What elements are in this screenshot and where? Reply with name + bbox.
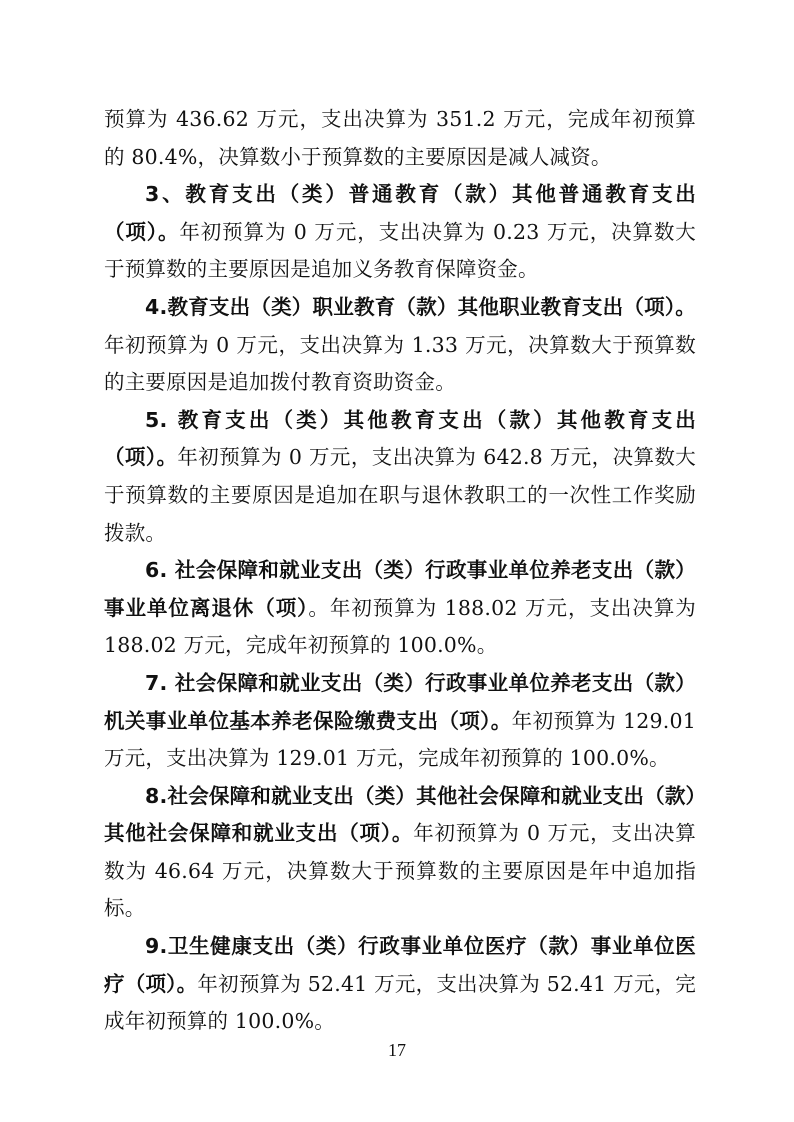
paragraph-6 <box>104 552 696 665</box>
paragraph-heading: 5. 教育支出（类）其他教育支出（款）其他教育支出（项）。 <box>104 407 696 470</box>
paragraph-body: 年初预算为 0 万元，支出决算为 0.23 万元，决算数大于预算数的主要原因是追加义务教育保障资金。 <box>104 219 696 282</box>
paragraph-body: 预算为 436.62 万元，支出决算为 351.2 万元，完成年初预算的 80.4%，决算数小于预算数的主要原因是减人减资。 <box>104 107 696 169</box>
paragraph-heading: 8.社会保障和就业支出（类）其他社会保障和就业支出（款）其他社会保障和就业支出（项）。 <box>104 783 696 846</box>
paragraph-body: 年初预算为 0 万元，支出决算数为 46.64 万元，决算数大于预算数的主要原因是年中追加指标。 <box>104 821 697 921</box>
paragraph-4 <box>104 289 696 402</box>
paragraph-heading: 9.卫生健康支出（类）行政事业单位医疗（款）事业单位医疗（项）。 <box>104 934 696 996</box>
paragraph-7 <box>104 665 696 778</box>
paragraph-body: 年初预算为 52.41 万元，支出决算为 52.41 万元，完成年初预算的 100.0%。 <box>104 971 697 1034</box>
paragraph-heading: 4.教育支出（类）职业教育（款）其他职业教育支出（项）。 <box>145 294 696 319</box>
paragraph-9 <box>104 928 696 1041</box>
page-number: 17 <box>388 1040 406 1060</box>
paragraph-body: 年初预算为 0 万元，支出决算为 642.8 万元，决算数大于预算数的主要原因是追加在职与退休教职工的一次性工作奖励拨款。 <box>104 445 696 545</box>
paragraph-body: 年初预算为 0 万元，支出决算为 1.33 万元，决算数大于预算数的主要原因是追加拨付教育资助资金。 <box>104 332 696 395</box>
paragraph-body: 。年初预算为 188.02 万元，支出决算为 188.02 万元，完成年初预算的 100.0%。 <box>104 595 696 658</box>
paragraph-2-continued <box>104 101 696 176</box>
paragraph-8 <box>104 778 696 928</box>
paragraph-body: 年初预算为 129.01 万元，支出决算为 129.01 万元，完成年初预算的 100.0%。 <box>104 708 696 771</box>
paragraph-heading: 7. 社会保障和就业支出（类）行政事业单位养老支出（款）机关事业单位基本养老保险缴费支出（项）。 <box>104 670 696 733</box>
paragraph-3 <box>104 176 696 289</box>
paragraph-heading: 6. 社会保障和就业支出（类）行政事业单位养老支出（款）事业单位离退休（项） <box>104 558 696 620</box>
paragraph-heading: 3、教育支出（类）普通教育（款）其他普通教育支出（项）。 <box>104 182 696 244</box>
document-body <box>104 101 696 1041</box>
paragraph-5 <box>104 402 696 552</box>
